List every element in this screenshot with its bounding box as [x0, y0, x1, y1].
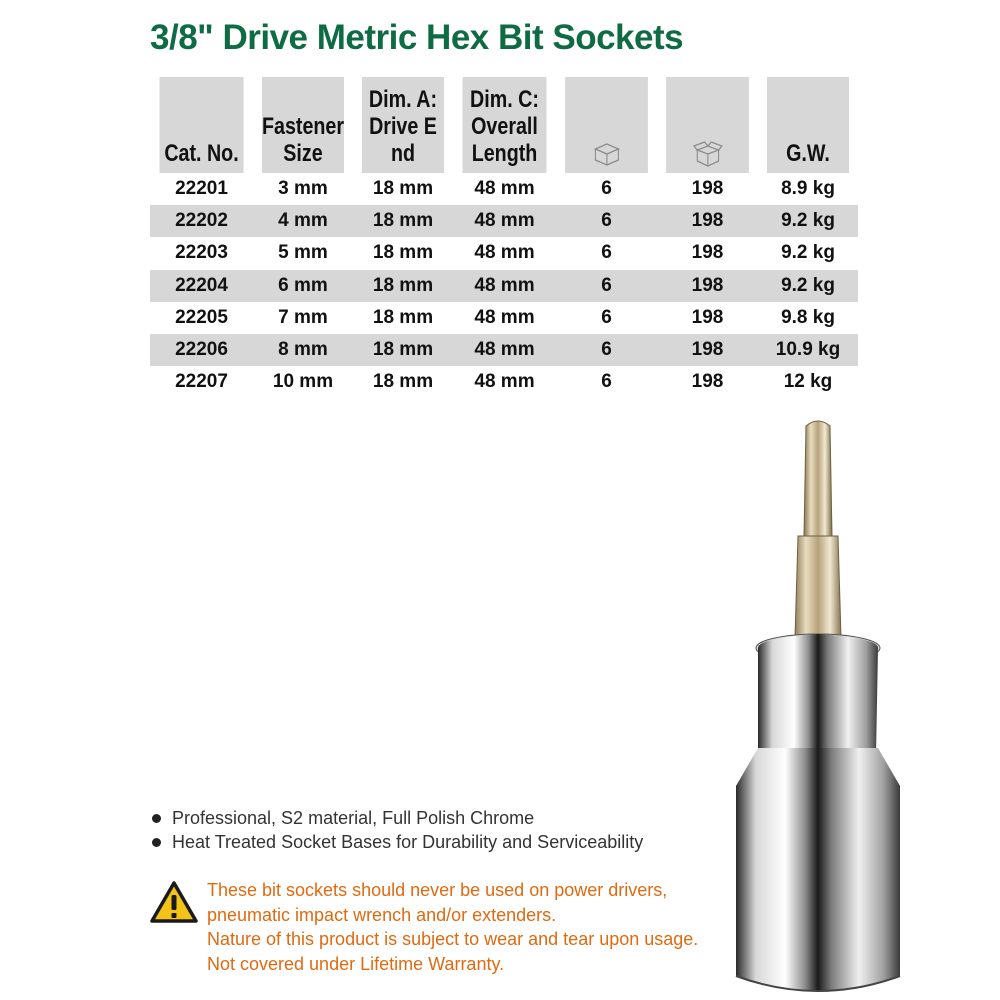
- cell-inner-qty: 6: [556, 334, 657, 366]
- cell-fastener-size: 6 mm: [253, 270, 353, 302]
- cell-overall-length: 48 mm: [453, 237, 556, 269]
- cell-gross-weight: 9.8 kg: [758, 302, 858, 334]
- cell-carton-qty: 198: [657, 334, 758, 366]
- cell-cat-no: 22204: [150, 270, 253, 302]
- cell-inner-qty: 6: [556, 237, 657, 269]
- table-row: [150, 270, 858, 302]
- cell-carton-qty: 198: [657, 237, 758, 269]
- cell-inner-qty: 6: [556, 302, 657, 334]
- carton-box-icon: [693, 141, 723, 167]
- cell-cat-no: 22206: [150, 334, 253, 366]
- table-row: [150, 334, 858, 366]
- table-body: [150, 173, 858, 398]
- header-dim-c: Dim. C: Overall Length: [462, 77, 546, 173]
- warning-triangle-icon: [150, 880, 198, 924]
- cell-overall-length: 48 mm: [453, 270, 556, 302]
- cell-cat-no: 22202: [150, 205, 253, 237]
- cell-carton-qty: 198: [657, 205, 758, 237]
- header-inner-box: [565, 77, 648, 173]
- cell-drive-end: 18 mm: [353, 205, 453, 237]
- cell-carton-qty: 198: [657, 270, 758, 302]
- bullet-icon: [152, 838, 161, 847]
- cell-cat-no: 22207: [150, 366, 253, 398]
- cell-carton-qty: 198: [657, 173, 758, 205]
- feature-item: Professional, S2 material, Full Polish Chrome: [150, 806, 643, 830]
- cell-drive-end: 18 mm: [353, 173, 453, 205]
- table-row: [150, 366, 858, 398]
- cell-fastener-size: 8 mm: [253, 334, 353, 366]
- header-gross-weight: G.W.: [767, 77, 849, 173]
- cell-gross-weight: 9.2 kg: [758, 205, 858, 237]
- feature-item: Heat Treated Socket Bases for Durability and Serviceability: [150, 830, 643, 854]
- inner-box-icon: [592, 141, 622, 167]
- table-row: [150, 205, 858, 237]
- bullet-icon: [152, 814, 161, 823]
- cell-fastener-size: 4 mm: [253, 205, 353, 237]
- cell-cat-no: 22201: [150, 173, 253, 205]
- cell-drive-end: 18 mm: [353, 237, 453, 269]
- header-cat-no: Cat. No.: [159, 77, 243, 173]
- cell-drive-end: 18 mm: [353, 270, 453, 302]
- cell-overall-length: 48 mm: [453, 334, 556, 366]
- spec-table: [150, 77, 858, 398]
- cell-drive-end: 18 mm: [353, 366, 453, 398]
- table-row: [150, 173, 858, 205]
- cell-overall-length: 48 mm: [453, 173, 556, 205]
- cell-fastener-size: 10 mm: [253, 366, 353, 398]
- cell-cat-no: 22205: [150, 302, 253, 334]
- cell-inner-qty: 6: [556, 366, 657, 398]
- cell-inner-qty: 6: [556, 173, 657, 205]
- cell-fastener-size: 5 mm: [253, 237, 353, 269]
- header-carton-box: [666, 77, 749, 173]
- warning-text: These bit sockets should never be used on power drivers, pneumatic impact wrench and/or extenders. Nature of this product is subject to wear and tear upon usage. Not covered under Lifetime Warranty.: [207, 880, 699, 974]
- cell-gross-weight: 9.2 kg: [758, 270, 858, 302]
- cell-inner-qty: 6: [556, 205, 657, 237]
- page-title: 3/8" Drive Metric Hex Bit Sockets: [150, 18, 684, 57]
- table-header-row: [150, 77, 858, 173]
- cell-drive-end: 18 mm: [353, 334, 453, 366]
- cell-cat-no: 22203: [150, 237, 253, 269]
- table-row: [150, 237, 858, 269]
- cell-gross-weight: 10.9 kg: [758, 334, 858, 366]
- feature-list: [150, 806, 643, 854]
- table-row: [150, 302, 858, 334]
- cell-overall-length: 48 mm: [453, 302, 556, 334]
- cell-carton-qty: 198: [657, 302, 758, 334]
- cell-gross-weight: 9.2 kg: [758, 237, 858, 269]
- hex-bit-socket-image: [718, 416, 918, 996]
- cell-fastener-size: 3 mm: [253, 173, 353, 205]
- cell-gross-weight: 12 kg: [758, 366, 858, 398]
- cell-carton-qty: 198: [657, 366, 758, 398]
- header-dim-a: Dim. A: Drive E nd: [362, 77, 444, 173]
- cell-gross-weight: 8.9 kg: [758, 173, 858, 205]
- cell-overall-length: 48 mm: [453, 205, 556, 237]
- header-fastener-size: Fastener Size: [262, 77, 344, 173]
- cell-inner-qty: 6: [556, 270, 657, 302]
- cell-drive-end: 18 mm: [353, 302, 453, 334]
- cell-overall-length: 48 mm: [453, 366, 556, 398]
- cell-fastener-size: 7 mm: [253, 302, 353, 334]
